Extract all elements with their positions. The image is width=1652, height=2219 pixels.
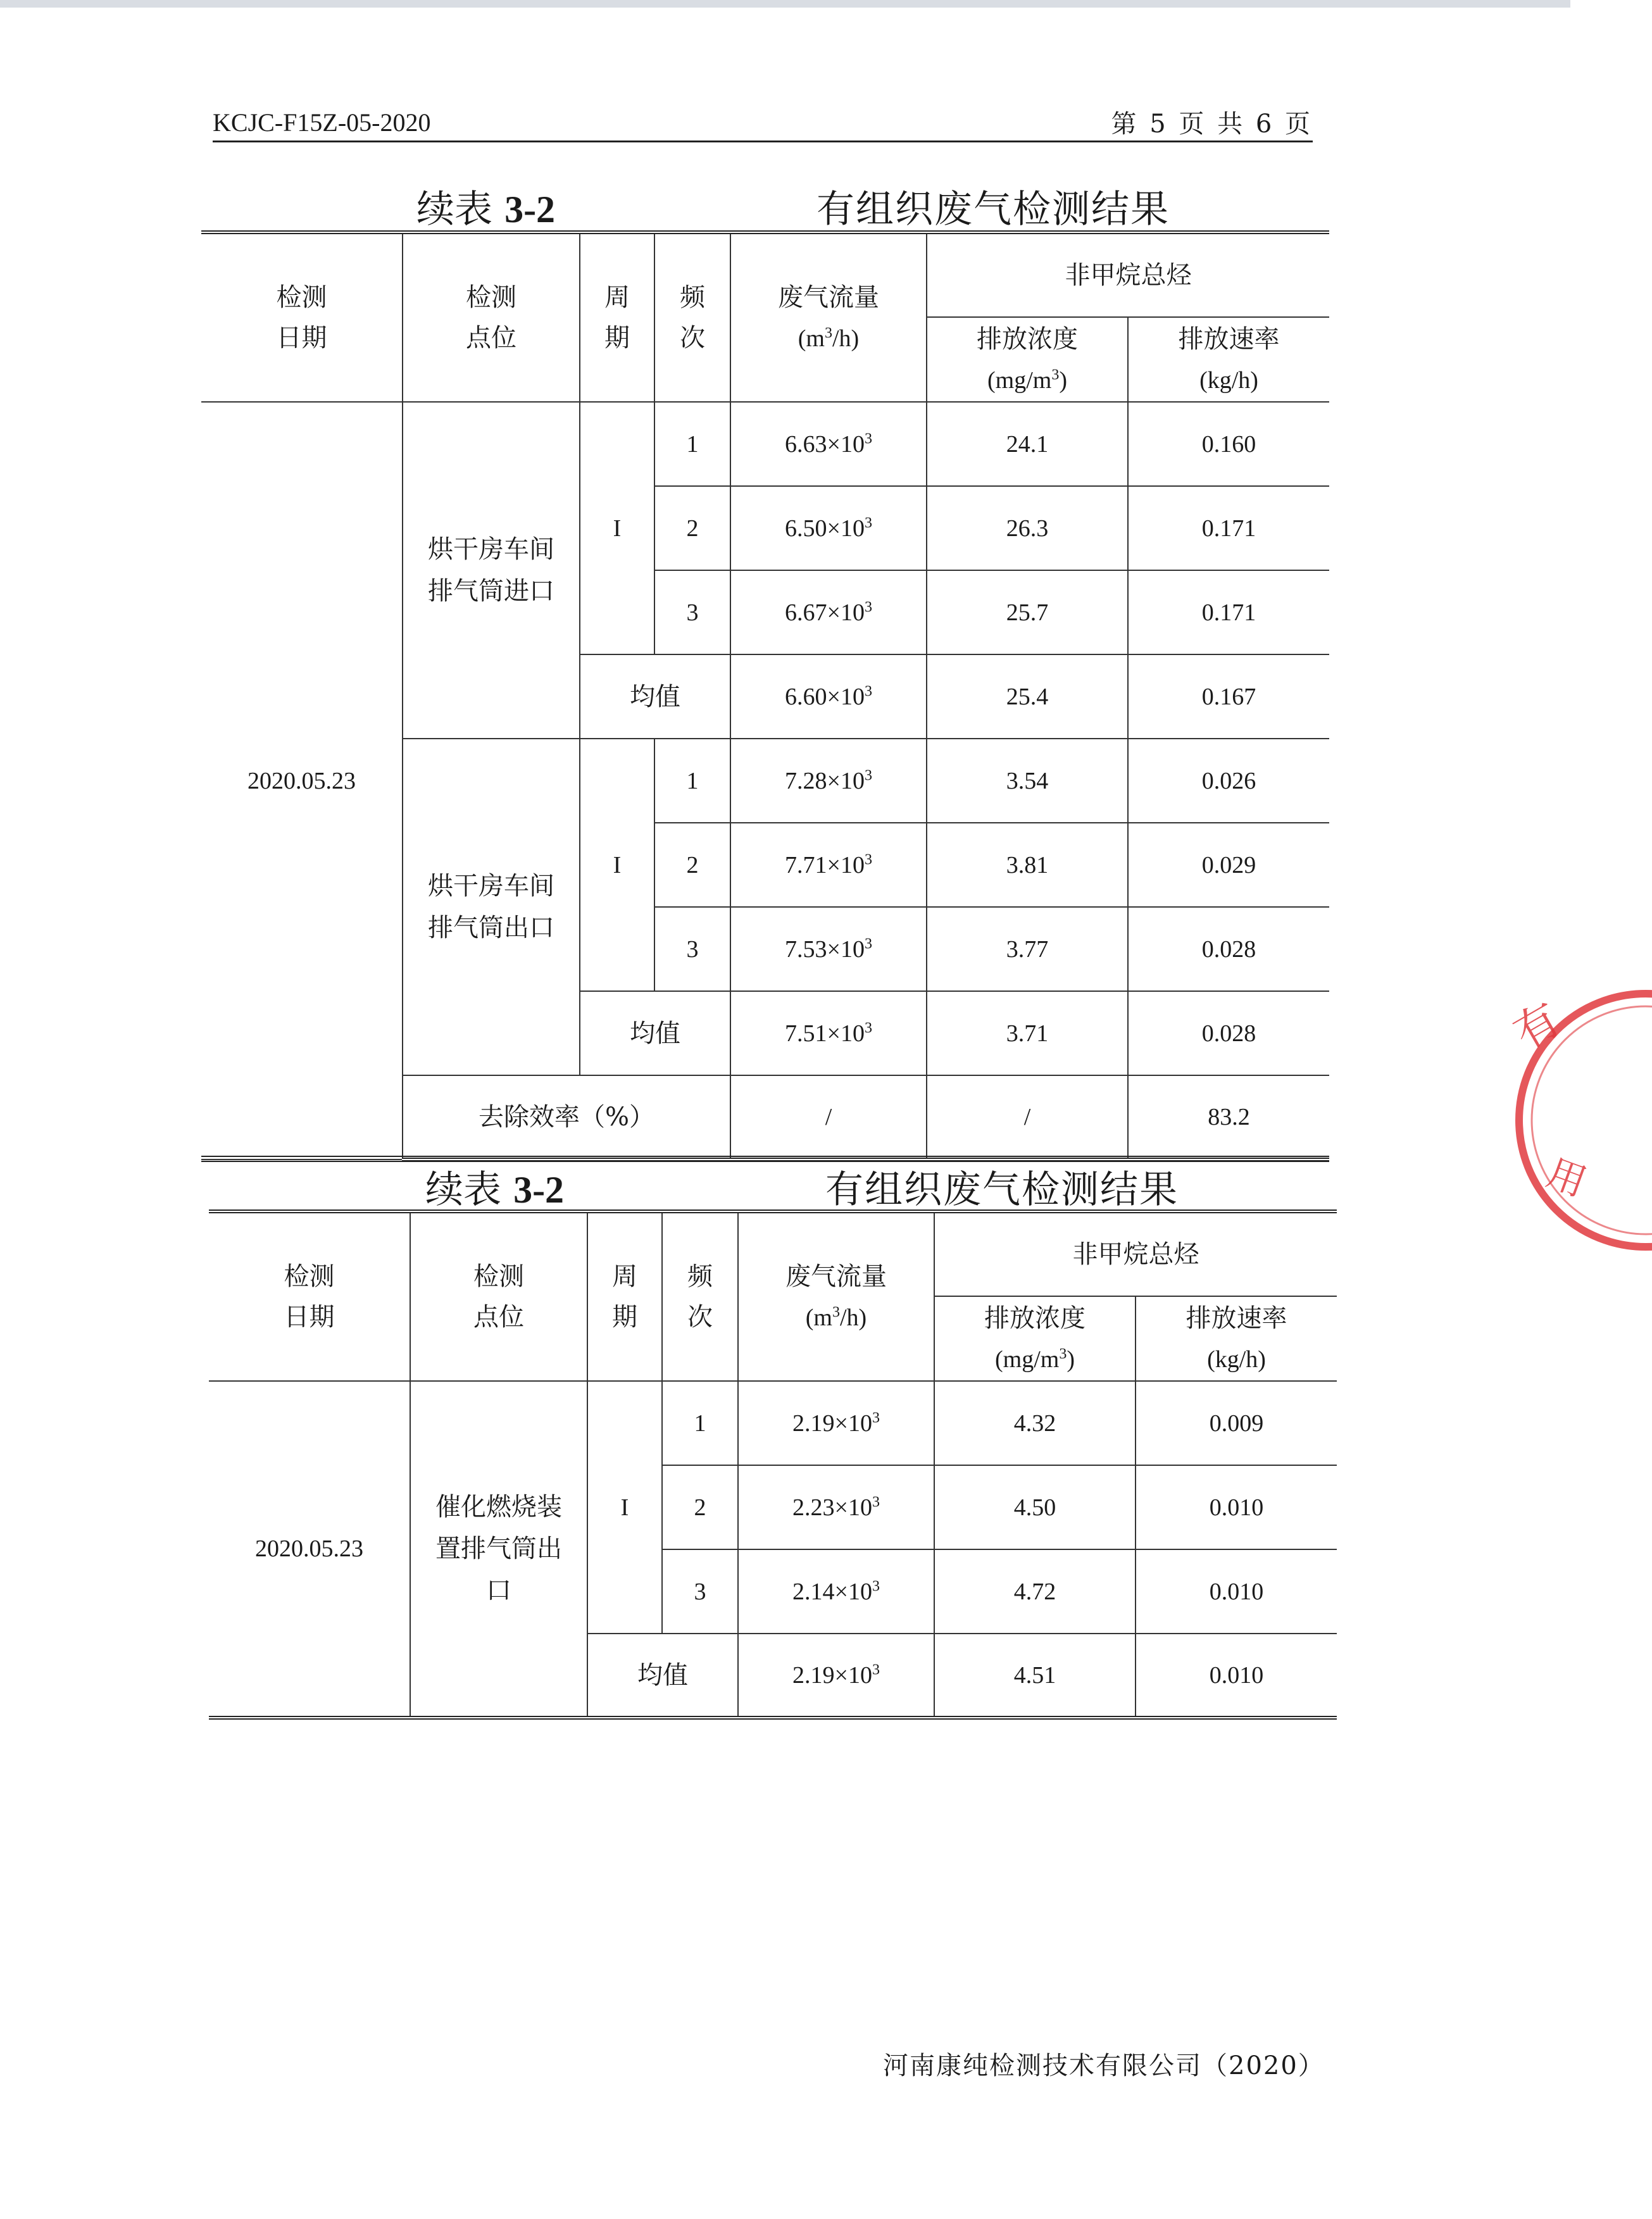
- cell-rate: 0.167: [1128, 654, 1329, 739]
- company-seal-icon: [1500, 968, 1652, 1272]
- th-flow: 废气流量 $(m^3/h)$: [730, 232, 927, 402]
- th-rate: 排放速率 (kg/h): [1136, 1296, 1337, 1381]
- th-flow: 废气流量 $(m^3/h)$: [738, 1211, 934, 1381]
- cell-cycle: I: [587, 1381, 662, 1634]
- cell-rate: 0.009: [1136, 1381, 1337, 1465]
- cell-freq: 3: [654, 570, 730, 654]
- cell-freq: 2: [654, 486, 730, 570]
- table1-title: [0, 179, 1570, 236]
- table-row: [201, 402, 1329, 486]
- th-point: 检测 点位: [403, 232, 580, 402]
- report-code: KCJC-F15Z-05-2020: [213, 108, 431, 137]
- cell-mean-label: 均值: [580, 654, 730, 739]
- cell-flow: $6.63\times 10^3$: [730, 402, 927, 486]
- footer-company: 河南康纯检测技术有限公司（2020）: [883, 2051, 1325, 2080]
- cell-date: 2020.05.23: [201, 402, 403, 1160]
- cell-rate: 0.010: [1136, 1465, 1337, 1549]
- table-row: [209, 1381, 1337, 1465]
- cell-flow: $2.23\times 10^3$: [738, 1465, 934, 1549]
- cell-freq: 3: [662, 1549, 738, 1634]
- cell-point: 催化燃烧装 置排气筒出 口: [410, 1381, 587, 1718]
- cell-conc: 24.1: [927, 402, 1128, 486]
- cell-mean-label: 均值: [587, 1634, 738, 1718]
- cell-rate: 0.010: [1136, 1549, 1337, 1634]
- cell-removal-label: 去除效率（%）: [403, 1075, 730, 1160]
- cell-rate: 0.171: [1128, 486, 1329, 570]
- cell-flow: $6.60\times 10^3$: [730, 654, 927, 739]
- cell-date: 2020.05.23: [209, 1381, 410, 1718]
- table1-title-right: 有组织废气检测结果: [817, 187, 1170, 232]
- cell-flow: $2.14\times 10^3$: [738, 1549, 934, 1634]
- cell-rate: 0.171: [1128, 570, 1329, 654]
- cell-conc: 3.71: [927, 991, 1128, 1075]
- cell-conc: 4.51: [934, 1634, 1136, 1718]
- cell-flow: $6.67\times 10^3$: [730, 570, 927, 654]
- cell-flow: $6.50\times 10^3$: [730, 486, 927, 570]
- cell-flow: $7.53\times 10^3$: [730, 907, 927, 991]
- th-conc: 排放浓度 $(mg/m^3)$: [927, 317, 1128, 402]
- cell-freq: 1: [662, 1381, 738, 1465]
- cell-freq: 2: [654, 823, 730, 907]
- cell-rate: 0.160: [1128, 402, 1329, 486]
- th-freq: 频 次: [662, 1211, 738, 1381]
- cell-conc: 4.32: [934, 1381, 1136, 1465]
- cell-rate: 83.2: [1128, 1075, 1329, 1160]
- page-number: 第 5 页 共 6 页: [1111, 109, 1313, 139]
- cell-flow: $7.71\times 10^3$: [730, 823, 927, 907]
- cell-rate: 0.029: [1128, 823, 1329, 907]
- table1-title-left: 续表 3-2: [416, 187, 556, 232]
- cell-point: 烘干房车间 排气筒出口: [403, 739, 580, 1075]
- cell-rate: 0.028: [1128, 991, 1329, 1075]
- cell-flow: /: [730, 1075, 927, 1160]
- cell-flow: $2.19\times 10^3$: [738, 1381, 934, 1465]
- cell-conc: 25.7: [927, 570, 1128, 654]
- cell-rate: 0.010: [1136, 1634, 1337, 1718]
- th-cycle: 周 期: [580, 232, 654, 402]
- cell-flow: $7.28\times 10^3$: [730, 739, 927, 823]
- cell-conc: 3.77: [927, 907, 1128, 991]
- th-freq: 频 次: [654, 232, 730, 402]
- th-nmhc: 非甲烷总烃: [927, 232, 1329, 317]
- cell-cycle: I: [580, 739, 654, 991]
- cell-cycle: I: [580, 402, 654, 654]
- table2-title: [0, 1160, 1570, 1216]
- th-cycle: 周 期: [587, 1211, 662, 1381]
- cell-freq: 2: [662, 1465, 738, 1549]
- cell-rate: 0.028: [1128, 907, 1329, 991]
- svg-text:用: 用: [1541, 1151, 1593, 1206]
- th-nmhc: 非甲烷总烃: [934, 1211, 1337, 1296]
- table1: [201, 230, 1329, 1161]
- cell-conc: /: [927, 1075, 1128, 1160]
- table2: [209, 1210, 1337, 1720]
- th-conc: 排放浓度 $(mg/m^3)$: [934, 1296, 1136, 1381]
- cell-conc: 26.3: [927, 486, 1128, 570]
- cell-freq: 3: [654, 907, 730, 991]
- svg-text:有: 有: [1505, 992, 1570, 1060]
- cell-rate: 0.026: [1128, 739, 1329, 823]
- cell-flow: $7.51\times 10^3$: [730, 991, 927, 1075]
- th-point: 检测 点位: [410, 1211, 587, 1381]
- table2-title-right: 有组织废气检测结果: [825, 1168, 1179, 1212]
- table2-title-left: 续表 3-2: [425, 1168, 565, 1212]
- cell-freq: 1: [654, 402, 730, 486]
- cell-point: 烘干房车间 排气筒进口: [403, 402, 580, 739]
- cell-mean-label: 均值: [580, 991, 730, 1075]
- cell-conc: 3.81: [927, 823, 1128, 907]
- page-header: [213, 101, 1313, 141]
- th-date: 检测 日期: [209, 1211, 410, 1381]
- cell-conc: 4.72: [934, 1549, 1136, 1634]
- cell-flow: $2.19\times 10^3$: [738, 1634, 934, 1718]
- cell-conc: 25.4: [927, 654, 1128, 739]
- cell-conc: 3.54: [927, 739, 1128, 823]
- header-rule: [213, 141, 1313, 142]
- cell-freq: 1: [654, 739, 730, 823]
- scan-top-edge: [0, 0, 1570, 8]
- th-rate: 排放速率 (kg/h): [1128, 317, 1329, 402]
- th-date: 检测 日期: [201, 232, 403, 402]
- cell-conc: 4.50: [934, 1465, 1136, 1549]
